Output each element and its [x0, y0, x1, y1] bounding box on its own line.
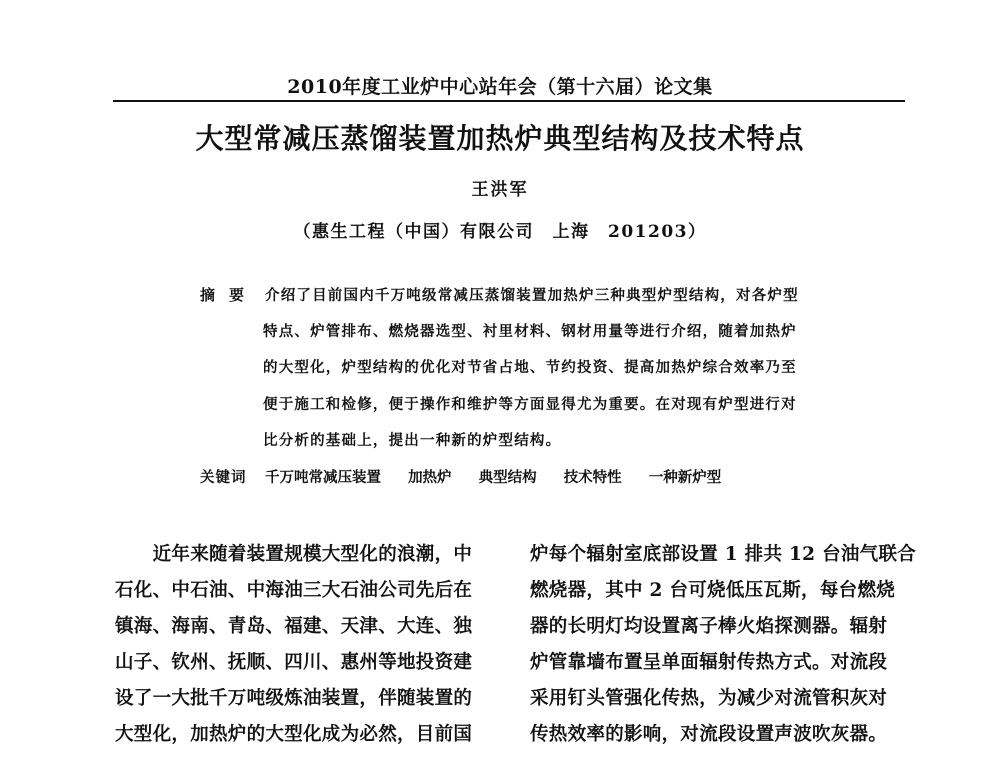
left-column-line: 大型化，加热炉的大型化成为必然，目前国	[115, 724, 473, 745]
running-header: 2010年度工业炉中心站年会（第十六届）论文集	[287, 76, 713, 98]
right-column-line: 采用钉头管强化传热，为减少对流管积灰对	[530, 688, 888, 709]
keyword: 千万吨常减压装置	[265, 469, 381, 486]
abstract-line: 特点、炉管排布、燃烧器选型、衬里材料、钢材用量等进行介绍，随着加热炉	[263, 323, 797, 340]
keyword: 加热炉	[408, 469, 452, 486]
right-column-line: 炉每个辐射室底部设置 1 排共 12 台油气联合	[530, 544, 917, 565]
keywords-list	[265, 466, 743, 487]
paper-title: 大型常减压蒸馏装置加热炉典型结构及技术特点	[195, 122, 805, 155]
keyword: 典型结构	[478, 469, 537, 486]
left-column-line: 山子、钦州、抚顺、四川、惠州等地投资建	[115, 652, 473, 673]
right-column-line: 燃烧器，其中 2 台可烧低压瓦斯，每台燃烧	[530, 580, 896, 601]
left-column-line: 石化、中石油、中海油三大石油公司先后在	[115, 580, 473, 601]
keywords-label: 关键词	[200, 469, 247, 486]
abstract-line: 介绍了目前国内千万吨级常减压蒸馏装置加热炉三种典型炉型结构，对各炉型	[265, 287, 799, 304]
author-affiliation: （惠生工程（中国）有限公司 上海 201203）	[293, 222, 707, 242]
abstract-line: 的大型化，炉型结构的优化对节省占地、节约投资、提高加热炉综合效率乃至	[263, 359, 797, 376]
keyword: 技术特性	[563, 469, 622, 486]
right-column-line: 炉管靠墙布置呈单面辐射传热方式。对流段	[530, 652, 888, 673]
keyword: 一种新炉型	[648, 469, 722, 486]
abstract-label: 摘要	[200, 286, 259, 304]
right-column-line: 器的长明灯均设置离子棒火焰探测器。辐射	[530, 616, 888, 637]
right-column-line: 传热效率的影响，对流段设置声波吹灰器。	[530, 724, 888, 745]
left-column-line: 近年来随着装置规模大型化的浪潮，中	[115, 544, 473, 565]
abstract-line: 便于施工和检修，便于操作和维护等方面显得尤为重要。在对现有炉型进行对	[263, 396, 797, 413]
author-name: 王洪军	[471, 180, 529, 200]
abstract-line: 比分析的基础上，提出一种新的炉型结构。	[263, 432, 562, 449]
left-column-line: 镇海、海南、青岛、福建、天津、大连、独	[115, 616, 473, 637]
header-rule	[113, 100, 905, 102]
left-column-line: 设了一大批千万吨级炼油装置，伴随装置的	[115, 688, 473, 709]
